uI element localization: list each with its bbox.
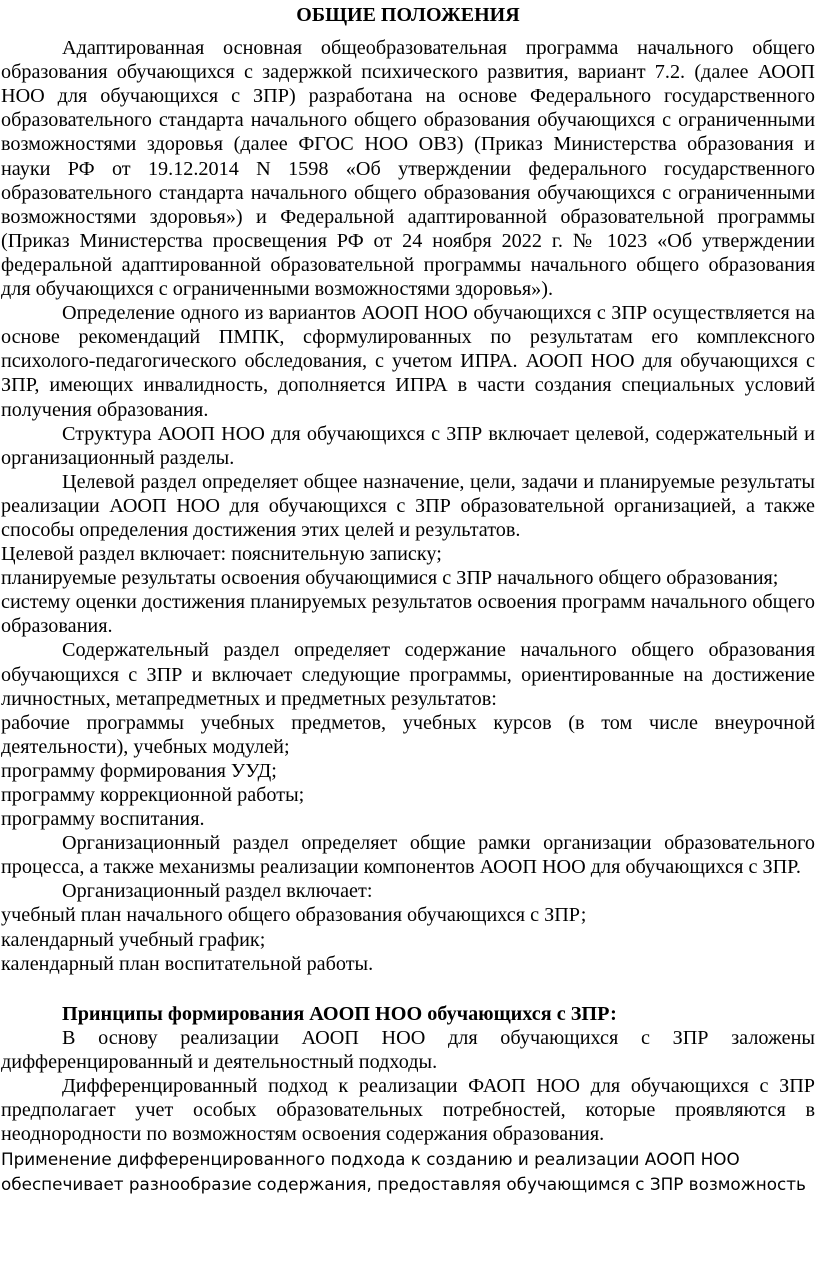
list-item: программу коррекционной работы; <box>1 784 305 806</box>
paragraph-differentiated-approach: Дифференцированный подход к реализации ФАОП НОО для обучающихся с ЗПР предполагает учет особых образовательных потребностей, которые проявляются в неоднородности по возможностям освоения содержания образования. <box>1 1075 815 1146</box>
list-item: программу воспитания. <box>1 808 205 831</box>
paragraph-organizational-section: Организационный раздел определяет общие рамки организации образовательного процесса, а также механизмы реализации компонентов АООП НОО для обучающихся с ЗПР. <box>1 832 815 879</box>
paragraph-structure: Структура АООП НОО для обучающихся с ЗПР включает целевой, содержательный и организационный разделы. <box>1 422 815 469</box>
list-item: календарный учебный график; <box>1 928 266 951</box>
list-item: учебный план начального общего образования обучающихся с ЗПР; <box>1 904 587 927</box>
list-item: Целевой раздел включает: пояснительную записку; <box>1 543 442 566</box>
paragraph-target-section: Целевой раздел определяет общее назначение, цели, задачи и планируемые результаты реализации АООП НОО для обучающихся с ЗПР образовательной организацией, а также способы определения достижения этих целей и результатов. <box>1 470 815 541</box>
paragraph-approach-application: Применение дифференцированного подхода к созданию и реализации АООП НОО обеспечивает разнообразие содержания, предоставляя обучающимся с ЗПР возможность <box>1 1149 806 1195</box>
list-item: систему оценки достижения планируемых результатов освоения программ начального общего образования. <box>1 591 815 638</box>
paragraph-variant-definition: Определение одного из вариантов АООП НОО обучающихся с ЗПР осуществляется на основе рекомендаций ПМПК, сформулированных по результатам его комплексного психолого-педагогического обследования, с учетом ИПРА. АООП НОО для обучающихся с ЗПР, имеющих инвалидность, дополняется ИПРА в части создания специальных условий получения образования. <box>1 302 815 421</box>
list-item: планируемые результаты освоения обучающимися с ЗПР начального общего образования; <box>1 567 779 590</box>
principles-heading: Принципы формирования АООП НОО обучающихся с ЗПР: <box>62 1002 617 1025</box>
paragraph-content-section: Содержательный раздел определяет содержание начального общего образования обучающихся с ЗПР и включает следующие программы, ориентированные на достижение личностных, метапредметных и предметных результатов: <box>1 639 815 710</box>
paragraph-organizational-includes: Организационный раздел включает: <box>62 880 373 903</box>
paragraph-principles-basis: В основу реализации АООП НОО для обучающихся с ЗПР заложены дифференцированный и деятельностный подходы. <box>1 1026 815 1073</box>
list-item: программу формирования УУД; <box>1 759 277 782</box>
document-title: ОБЩИЕ ПОЛОЖЕНИЯ <box>296 4 520 26</box>
list-item: календарный план воспитательной работы. <box>1 952 374 975</box>
list-item: рабочие программы учебных предметов, учебных курсов (в том числе внеурочной деятельности), учебных модулей; <box>1 711 815 758</box>
paragraph-program-basis: Адаптированная основная общеобразовательная программа начального общего образования обучающихся с задержкой психического развития, вариант 7.2. (далее АООП НОО для обучающихся с ЗПР) разработана на основе Федерального государственного образовательного стандарта начального общего образования обучающихся с ограниченными возможностями здоровья (далее ФГОС НОО ОВЗ) (Приказ Министерства образования и науки РФ от 19.12.2014 N 1598 «Об утверждении федерального государственного образовательного стандарта начального общего образования обучающихся с ограниченными возможностями здоровья») и Федеральной адаптированной образовательной программы (Приказ Министерства просвещения РФ от 24 ноября 2022 г. № 1023 «Об утверждении федеральной адаптированной образовательной программы начального общего образования для обучающихся с ограниченными возможностями здоровья»). <box>1 37 815 301</box>
